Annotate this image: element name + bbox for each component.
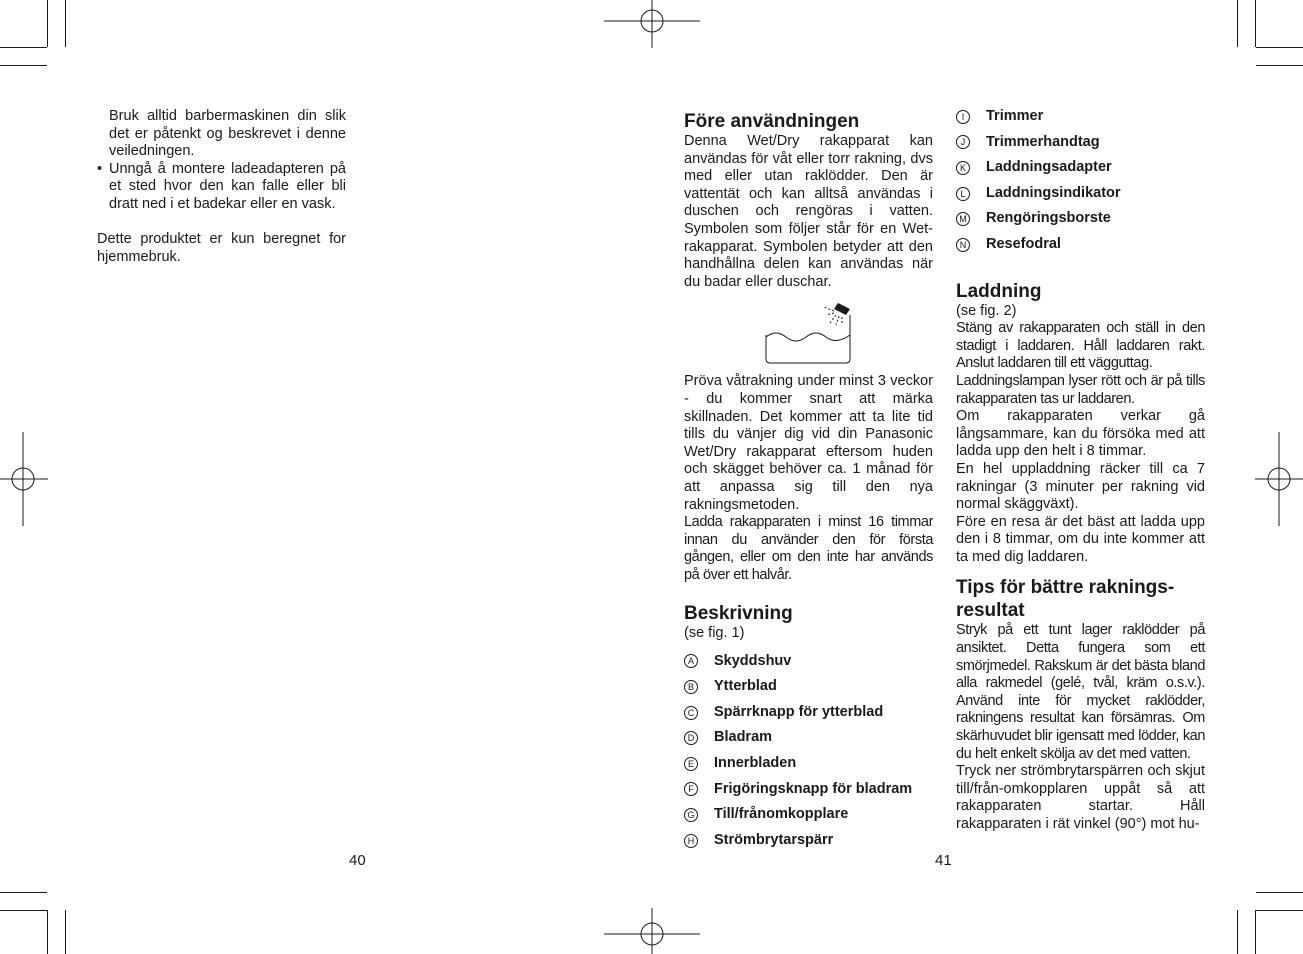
list-item	[684, 700, 933, 726]
section-heading-line: Tips för bättre raknings-	[956, 577, 1175, 599]
paragraph: Pröva våtrakning under minst 3 veckor - du kommer snart att märka skillnaden. Det kommer att ta lite tid tills du vänjer dig vid din Panasonic Wet/Dry rakapparat eftersom huden och skägget behöver ca. 1 månad för att anpassa sig till den nya rakningsmetoden.	[684, 373, 933, 513]
figure-reference: (se fig. 2)	[956, 302, 1017, 319]
letter-badge: J	[956, 135, 970, 149]
crop-mark	[65, 910, 66, 954]
list-item	[684, 828, 933, 854]
part-name: Strömbrytarspärr	[714, 831, 834, 848]
part-name: Till/frånomkopplare	[714, 806, 849, 823]
part-name: Ytterblad	[714, 678, 777, 695]
page-number: 40	[349, 852, 366, 869]
list-item	[684, 802, 933, 828]
list-item	[684, 674, 933, 700]
bullet-item	[97, 161, 346, 214]
registration-mark-left	[0, 432, 48, 526]
shower-water-icon	[764, 297, 854, 367]
crop-mark	[1237, 0, 1238, 47]
spacer	[956, 258, 1205, 280]
registration-mark-right	[1255, 432, 1303, 526]
crop-mark	[0, 65, 47, 66]
part-name: Rengöringsborste	[986, 210, 1111, 227]
letter-badge: I	[956, 110, 970, 124]
crop-mark	[47, 0, 48, 47]
registration-mark-top	[604, 0, 700, 48]
paragraph: Denna Wet/Dry rakapparat kan användas för våt eller torr rakning, dvs med eller utan raklödder. Den är vattentät och kan alltså användas i duschen och rengöras i vatten. Symbolen som följer står för en Wet-rakapparat. Symbolen betyder att den handhållna delen kan användas när du badar eller duschar.	[684, 133, 933, 290]
letter-badge: L	[956, 187, 970, 201]
registration-mark-bottom	[604, 908, 700, 954]
spacer	[956, 566, 1205, 576]
list-item	[684, 649, 933, 675]
paragraph: Bruk alltid barbermaskinen din slik det er påtenkt og beskrevet i denne veiledningen.	[109, 108, 346, 160]
list-item	[956, 104, 1205, 130]
part-name: Laddningsadapter	[986, 159, 1112, 176]
part-name: Resefodral	[986, 235, 1061, 252]
bullet-icon: •	[97, 160, 103, 177]
part-name: Bladram	[714, 729, 773, 746]
list-item	[956, 206, 1205, 232]
crop-mark	[0, 892, 47, 893]
section-heading: Före användningen	[684, 111, 860, 132]
paragraph: Laddningslampan lyser rött och är på tills rakapparaten tas ur laddaren.	[956, 372, 1205, 407]
part-name: Skyddshuv	[714, 652, 792, 669]
paragraph: Dette produktet er kun beregnet for hjemmebruk.	[97, 231, 346, 265]
list-item	[684, 777, 933, 803]
crop-mark	[1255, 0, 1256, 47]
parts-list	[684, 649, 933, 854]
figure-reference: (se fig. 1)	[684, 625, 745, 642]
crop-mark	[1256, 910, 1303, 911]
right-page-column-2	[956, 104, 1205, 834]
page-number: 41	[935, 852, 952, 869]
crop-mark	[1256, 892, 1303, 893]
part-name: Frigöringsknapp för bladram	[714, 780, 913, 797]
crop-mark	[0, 47, 47, 48]
letter-badge: H	[684, 834, 698, 848]
part-name: Innerbladen	[714, 755, 797, 772]
crop-mark	[1255, 910, 1256, 954]
list-item	[684, 725, 933, 751]
paragraph: Stäng av rakapparaten och ställ in den stadigt i laddaren. Håll laddaren rakt. Anslut laddaren till ett vägguttag.	[956, 320, 1205, 372]
section-heading-line: resultat	[956, 600, 1025, 622]
paragraph: Stryk på ett tunt lager raklödder på ansiktet. Detta fungera som ett smörjmedel. Rakskum är det bästa bland alla rakmedel (gelé, tvål, kräm o.s.v.). Använd inte för mycket raklödder, rakningens resultat kan försämras. Om skärhuvudet blir igensatt med lödder, kan du helt enkelt skölja av det med vatten.	[956, 622, 1205, 762]
letter-badge: C	[684, 706, 698, 720]
paragraph: Om rakapparaten verkar gå långsammare, kan du försöka med att ladda upp den helt i 8 timmar.	[956, 408, 1205, 460]
left-page-column	[97, 108, 346, 266]
list-item	[956, 232, 1205, 258]
list-item	[956, 181, 1205, 207]
letter-badge: D	[684, 731, 698, 745]
paragraph: Före en resa är det bäst att ladda upp den i 8 timmar, om du inte kommer att ta med dig laddaren.	[956, 513, 1205, 565]
part-name: Trimmerhandtag	[986, 133, 1100, 150]
section-heading: Beskrivning	[684, 603, 793, 625]
crop-mark	[1256, 47, 1303, 48]
letter-badge: M	[956, 212, 970, 226]
paragraph: En hel uppladdning räcker till ca 7 rakningar (3 minuter per rakning vid normal skäggväxt).	[956, 460, 1205, 513]
crop-mark	[47, 910, 48, 954]
parts-list-continued	[956, 104, 1205, 258]
paragraph: Unngå å montere ladeadapteren på et sted hvor den kan falle eller bli dratt ned i et badekar eller en vask.	[109, 160, 346, 212]
letter-badge: N	[956, 238, 970, 252]
list-item	[956, 130, 1205, 156]
part-name: Spärrknapp för ytterblad	[714, 703, 884, 720]
letter-badge: F	[684, 782, 698, 796]
letter-badge: B	[684, 680, 698, 694]
crop-mark	[1256, 65, 1303, 66]
crop-mark	[1237, 910, 1238, 954]
letter-badge: E	[684, 757, 698, 771]
section-heading: Laddning	[956, 280, 1042, 302]
crop-mark	[0, 910, 47, 911]
list-item	[684, 751, 933, 777]
spacer	[684, 584, 933, 602]
spacer	[97, 214, 346, 232]
section-heading	[956, 576, 1205, 622]
list-item	[956, 155, 1205, 181]
letter-badge: A	[684, 654, 698, 668]
letter-badge: G	[684, 808, 698, 822]
part-name: Laddningsindikator	[986, 184, 1121, 201]
right-page-column-1	[684, 110, 933, 853]
crop-mark	[65, 0, 66, 47]
paragraph: Tryck ner strömbrytarspärren och skjut till/från-omkopplaren uppåt så att rakapparaten startar. Håll rakapparaten i rät vinkel (90°) mot hu-	[956, 763, 1205, 832]
part-name: Trimmer	[986, 108, 1044, 124]
letter-badge: K	[956, 161, 970, 175]
paragraph: Ladda rakapparaten i minst 16 timmar innan du använder den för första gången, eller om den inte har används på över ett halvår.	[684, 514, 933, 583]
